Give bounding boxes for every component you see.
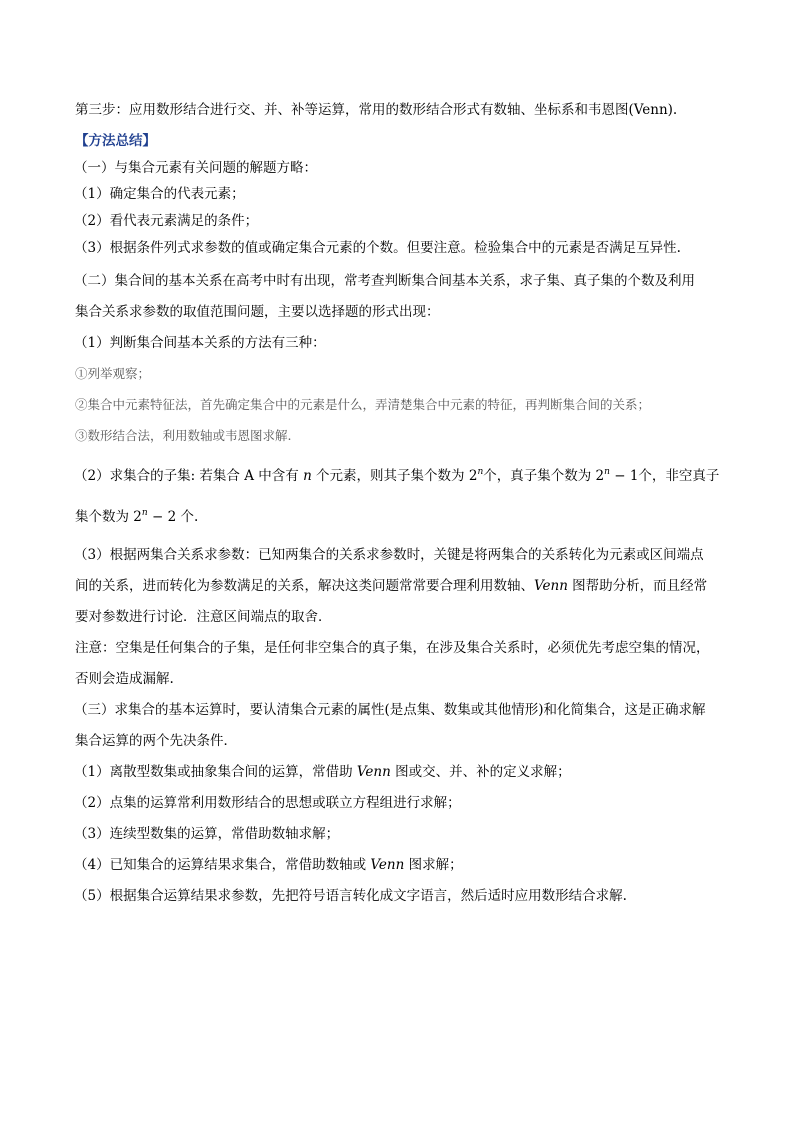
param-line-1: （3）根据两集合关系求参数：已知两集合的关系求参数时，关键是将两集合的关系转化为元素或区间端点: [74, 547, 704, 563]
section-two-line-1: （二）集合间的基本关系在高考中时有出现，常考查判断集合间基本关系，求子集、真子集的个数及利用: [74, 273, 695, 289]
note-line-1: 注意：空集是任何集合的子集，是任何非空集合的真子集，在涉及集合关系时，必须优先考虑空集的情况，: [75, 640, 710, 656]
operation-item-5: （5）根据集合运算结果求参数，先把符号语言转化成文字语言，然后适时应用数形结合求解.: [74, 888, 627, 904]
operation-item-1: （1）离散型数集或抽象集合间的运算，常借助 Venn 图或交、并、补的定义求解；: [74, 764, 571, 780]
subset-count-line-1: （2）求集合的子集: 若集合 A 中含有 n 个元素，则其子集个数为 2$^n$个，真子集个数为 $2^n - 1$个，非空真子: [74, 467, 720, 484]
param-line-2: 间的关系，进而转化为参数满足的关系，解决这类问题常常要合理利用数轴、Venn 图帮助分析，而且经常: [75, 578, 708, 594]
param-line-3: 要对参数进行讨论．注意区间端点的取舍．: [75, 609, 332, 625]
method-characteristic: ②集合中元素特征法，首先确定集合中的元素是什么，弄清楚集合中元素的特征，再判断集合间的关系；: [75, 397, 651, 412]
section-three-line-2: 集合运算的两个先决条件．: [75, 733, 237, 749]
item-3: （3）根据条件列式求参数的值或确定集合元素的个数。但要注意。检验集合中的元素是否满足互异性.: [74, 240, 681, 256]
operation-item-2: （2）点集的运算常利用数形结合的思想或联立方程组进行求解；: [74, 795, 461, 811]
section-two-line-2: 集合关系求参数的取值范围问题，主要以选择题的形式出现：: [75, 304, 440, 320]
relation-methods-heading: （1）判断集合间基本关系的方法有三种：: [74, 335, 326, 351]
operation-item-3: （3）连续型数集的运算，常借助数轴求解；: [74, 826, 340, 842]
section-one-heading: （一）与集合元素有关问题的解题方略：: [74, 160, 317, 176]
section-three-line-1: （三）求集合的基本运算时，要认清集合元素的属性(是点集、数集或其他情形)和化简集合，这是正确求解: [74, 702, 706, 718]
item-1: （1）确定集合的代表元素；: [74, 186, 245, 202]
method-graphic: ③数形结合法，利用数轴或韦恩图求解.: [75, 428, 292, 443]
subset-count-line-2: 集个数为 $2^n - 2$ 个.: [75, 508, 199, 525]
note-line-2: 否则会造成漏解.: [75, 671, 174, 687]
operation-item-4: （4）已知集合的运算结果求集合，常借助数轴或 Venn 图求解；: [74, 857, 463, 873]
item-2: （2）看代表元素满足的条件；: [74, 213, 259, 229]
method-enumerate: ①列举观察；: [75, 366, 151, 381]
step-three-line: 第三步：应用数形结合进行交、并、补等运算，常用的数形结合形式有数轴、坐标系和韦恩图(Venn).: [75, 102, 678, 118]
method-summary-heading: 【方法总结】: [75, 133, 156, 149]
